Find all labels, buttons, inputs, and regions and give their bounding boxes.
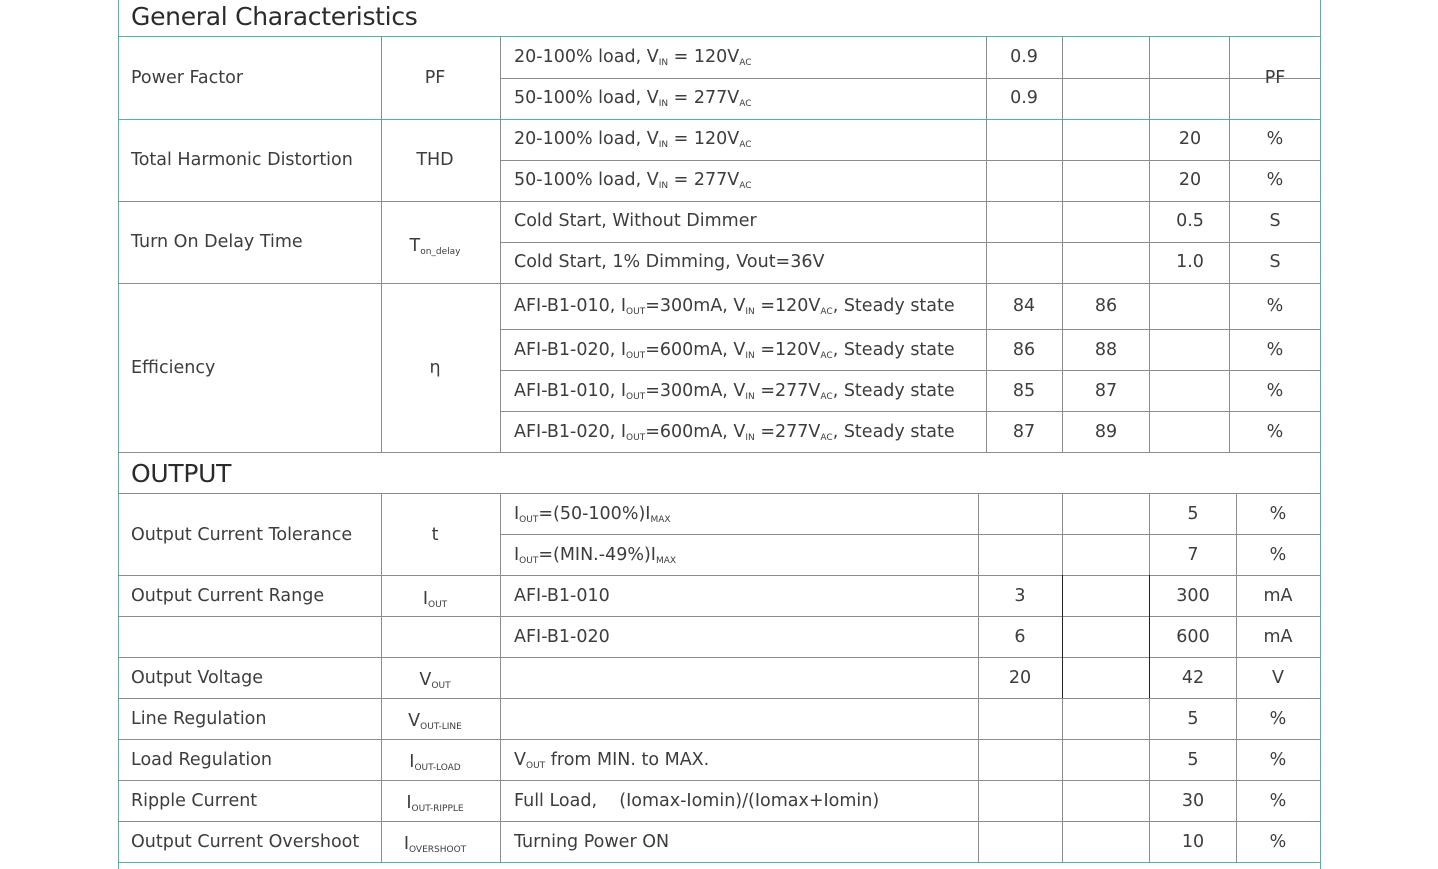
value-typ: 89 <box>1094 422 1118 442</box>
value-typ: 88 <box>1094 340 1118 360</box>
section-title-output: OUTPUT <box>131 459 232 488</box>
symbol-vout: $V_{OUT}$ <box>419 670 451 691</box>
param-current-overshoot: Output Current Overshoot <box>131 832 360 852</box>
value-max: 20 <box>1178 170 1202 190</box>
param-current-range: Output Current Range <box>131 586 325 606</box>
section-title-general: General Characteristics <box>131 2 418 31</box>
param-load-regulation: Load Regulation <box>131 750 272 770</box>
rule <box>1062 575 1063 698</box>
symbol-thd: THD <box>416 150 454 170</box>
condition: 20-100% load, $V_{IN} = 120V_{AC}$ <box>514 129 752 150</box>
value-max: 1.0 <box>1176 252 1204 272</box>
rule <box>118 575 1321 576</box>
value-max: 5 <box>1187 504 1199 524</box>
value-max: 20 <box>1178 129 1202 149</box>
value-min: 0.9 <box>1010 47 1038 67</box>
symbol-t: t <box>431 525 439 545</box>
value-unit: % <box>1269 832 1287 852</box>
condition: 50-100% load, $V_{IN} = 277V_{AC}$ <box>514 170 752 191</box>
value-max: 42 <box>1181 668 1205 688</box>
rule <box>118 862 1321 863</box>
condition: AFI-B1-020, $I_{OUT}=600mA$, $V_{IN} =277V_{AC}$, Steady state <box>514 422 955 443</box>
rule <box>500 370 1321 371</box>
rule <box>1062 493 1063 575</box>
rule <box>118 780 1321 781</box>
rule <box>1149 698 1150 862</box>
value-min: 20 <box>1008 668 1032 688</box>
value-min: 85 <box>1012 381 1036 401</box>
rule <box>118 493 1321 494</box>
symbol-iout-load: $I_{OUT-LOAD}$ <box>409 752 461 773</box>
value-unit: % <box>1266 170 1284 190</box>
rule <box>118 821 1321 822</box>
value-unit: % <box>1269 709 1287 729</box>
condition: $I_{OUT}=(MIN.-49\%)I_{MAX}$ <box>514 545 677 566</box>
value-unit: S <box>1269 211 1281 231</box>
value-unit: % <box>1266 381 1284 401</box>
value-unit: mA <box>1263 586 1293 606</box>
value-unit: V <box>1272 668 1284 688</box>
symbol-pf: PF <box>424 68 446 88</box>
param-thd: Total Harmonic Distortion <box>131 150 353 170</box>
value-unit: % <box>1266 296 1284 316</box>
rule <box>118 452 1321 453</box>
rule <box>1149 493 1150 575</box>
condition: 20-100% load, $V_{IN} = 120V_{AC}$ <box>514 47 752 68</box>
rule <box>118 698 1321 699</box>
value-min: 84 <box>1012 296 1036 316</box>
rule <box>500 242 1321 243</box>
rule <box>1149 36 1150 452</box>
rule <box>1236 493 1237 862</box>
param-power-factor: Power Factor <box>131 68 244 88</box>
rule <box>1149 575 1150 698</box>
value-max: 0.5 <box>1176 211 1204 231</box>
rule <box>118 36 1321 37</box>
param-current-tolerance: Output Current Tolerance <box>131 525 353 545</box>
value-unit: % <box>1266 422 1284 442</box>
value-unit: PF <box>1264 68 1286 88</box>
value-min: 86 <box>1012 340 1036 360</box>
rule <box>1062 36 1063 452</box>
rule <box>500 36 501 452</box>
value-min: 0.9 <box>1010 88 1038 108</box>
value-unit: S <box>1269 252 1281 272</box>
condition: AFI-B1-010 <box>514 586 610 606</box>
rule <box>978 493 979 862</box>
value-max: 10 <box>1181 832 1205 852</box>
rule <box>1062 698 1063 862</box>
rule <box>118 657 1321 658</box>
symbol-ton: $T_{on\_delay}$ <box>409 236 461 257</box>
condition: Cold Start, 1% Dimming, Vout=36V <box>514 252 825 272</box>
value-unit: % <box>1269 750 1287 770</box>
rule <box>500 534 1321 535</box>
value-max: 300 <box>1176 586 1210 606</box>
value-unit: % <box>1269 791 1287 811</box>
value-max: 5 <box>1187 750 1199 770</box>
rule <box>500 329 1321 330</box>
value-min: 6 <box>1014 627 1026 647</box>
value-min: 3 <box>1014 586 1026 606</box>
rule <box>118 616 1321 617</box>
value-typ: 86 <box>1094 296 1118 316</box>
symbol-vout-line: $V_{OUT-LINE}$ <box>408 711 462 732</box>
rule <box>381 493 382 862</box>
symbol-iout-ripple: $I_{OUT-RIPPLE}$ <box>406 793 464 814</box>
condition: 50-100% load, $V_{IN} = 277V_{AC}$ <box>514 88 752 109</box>
condition: AFI-B1-010, $I_{OUT}=300mA$, $V_{IN} =277V_{AC}$, Steady state <box>514 381 955 402</box>
rule <box>118 119 1321 120</box>
rule <box>118 201 1321 202</box>
rule <box>500 160 1321 161</box>
condition: AFI-B1-020, $I_{OUT}=600mA$, $V_{IN} =120V_{AC}$, Steady state <box>514 340 955 361</box>
symbol-overshoot: $I_{OVERSHOOT}$ <box>403 834 467 855</box>
value-unit: mA <box>1263 627 1293 647</box>
rule <box>118 739 1321 740</box>
symbol-iout: $I_{OUT}$ <box>422 589 448 610</box>
value-max: 7 <box>1187 545 1199 565</box>
condition: Turning Power ON <box>514 832 670 852</box>
condition: AFI-B1-010, $I_{OUT}=300mA$, $V_{IN} =120V_{AC}$, Steady state <box>514 296 955 317</box>
symbol-eta: η <box>429 358 441 378</box>
condition: Cold Start, Without Dimmer <box>514 211 757 231</box>
param-efficiency: Efficiency <box>131 358 216 378</box>
condition: $I_{OUT}=(50-100\%)I_{MAX}$ <box>514 504 671 525</box>
rule <box>381 36 382 452</box>
rule <box>986 36 987 452</box>
value-typ: 87 <box>1094 381 1118 401</box>
param-turn-on-delay: Turn On Delay Time <box>131 232 303 252</box>
rule <box>1229 36 1230 452</box>
rule <box>500 493 501 862</box>
condition: Full Load, (Iomax-Iomin)/(Iomax+Iomin) <box>514 791 880 811</box>
value-unit: % <box>1269 504 1287 524</box>
value-max: 600 <box>1176 627 1210 647</box>
condition: $V_{OUT}$ from MIN. to MAX. <box>514 750 710 771</box>
value-max: 30 <box>1181 791 1205 811</box>
value-unit: % <box>1269 545 1287 565</box>
param-output-voltage: Output Voltage <box>131 668 263 688</box>
param-ripple-current: Ripple Current <box>131 791 258 811</box>
value-min: 87 <box>1012 422 1036 442</box>
value-unit: % <box>1266 129 1284 149</box>
rule <box>500 411 1321 412</box>
rule <box>500 78 1321 79</box>
rule <box>118 283 1321 284</box>
value-unit: % <box>1266 340 1284 360</box>
condition: AFI-B1-020 <box>514 627 610 647</box>
value-max: 5 <box>1187 709 1199 729</box>
param-line-regulation: Line Regulation <box>131 709 267 729</box>
